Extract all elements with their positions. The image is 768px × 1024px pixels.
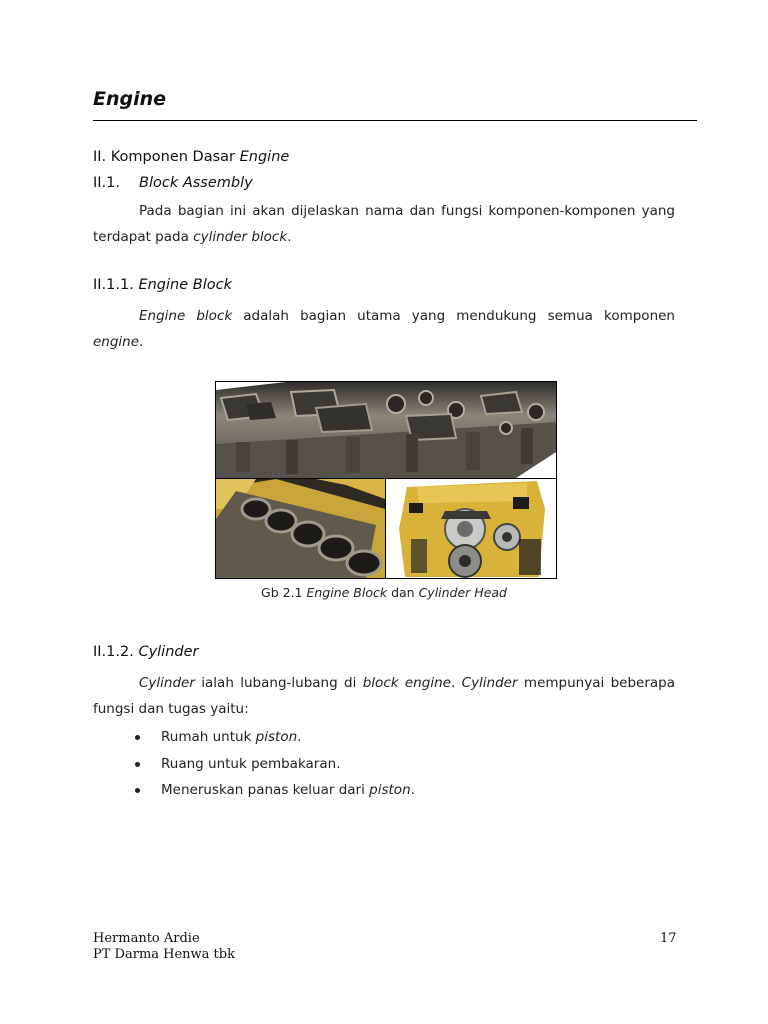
cylinder-head-photo <box>216 382 556 479</box>
paragraph-text-end: . <box>139 334 144 350</box>
paragraph-cylinder <box>93 670 675 722</box>
page-number: 17 <box>660 931 677 946</box>
paragraph-italic: Cylinder <box>139 675 195 691</box>
paragraph-text: Pada bagian ini akan dijelaskan nama dan fungsi komponen-komponen yang terdapat pada <box>93 203 675 245</box>
figure-engine-block <box>215 381 557 579</box>
paragraph-italic: engine <box>93 334 140 350</box>
section-heading-2-italic: Engine <box>239 149 290 165</box>
section-heading-2 <box>93 149 289 165</box>
bullet-icon <box>135 735 140 740</box>
paragraph-italic: block engine <box>362 675 451 691</box>
caption-prefix: Gb 2.1 <box>261 585 307 600</box>
section-number: II.1. <box>93 175 120 191</box>
footer-company: PT Darma Henwa tbk <box>93 947 235 962</box>
paragraph-italic: Cylinder <box>461 675 518 691</box>
page-header-title: Engine <box>93 88 167 110</box>
figure-caption <box>0 585 768 600</box>
paragraph-text: ialah lubang-lubang di <box>194 675 363 691</box>
section-heading-2-prefix: II. Komponen Dasar <box>93 149 240 165</box>
section-title: Block Assembly <box>139 175 253 191</box>
section-heading-2-1-1 <box>93 277 232 293</box>
cylinder-functions-list <box>135 724 415 804</box>
section-title: Engine Block <box>138 277 232 293</box>
bullet-icon <box>135 788 140 793</box>
caption-italic: Cylinder Head <box>418 585 507 600</box>
engine-assembly-photo <box>387 479 556 578</box>
paragraph-text: . <box>450 675 462 691</box>
paragraph-italic: Engine block <box>139 308 233 324</box>
section-title: Cylinder <box>138 644 199 660</box>
caption-mid: dan <box>387 585 419 600</box>
section-heading-2-1 <box>93 175 253 191</box>
caption-italic: Engine Block <box>306 585 388 600</box>
paragraph-text-end: mempunyai beberapa fungsi dan tugas yaitu: <box>93 675 675 717</box>
list-item: Ruang untuk pembakaran. <box>135 751 415 778</box>
list-item: Meneruskan panas keluar dari piston. <box>135 777 415 804</box>
bullet-icon <box>135 762 140 767</box>
section-number: II.1.1. <box>93 277 134 293</box>
list-item: Rumah untuk piston. <box>135 724 415 751</box>
header-divider <box>93 120 697 121</box>
paragraph-text-end: . <box>287 229 292 245</box>
paragraph-intro <box>93 198 675 250</box>
section-heading-2-1-2 <box>93 644 199 660</box>
section-number: II.1.2. <box>93 644 134 660</box>
paragraph-text: adalah bagian utama yang mendukung semua komponen <box>232 308 675 324</box>
paragraph-italic: cylinder block <box>193 229 288 245</box>
engine-block-cylinders-photo <box>216 479 386 578</box>
page-footer <box>93 931 235 963</box>
footer-author: Hermanto Ardie <box>93 931 200 946</box>
paragraph-engine-block <box>93 303 675 355</box>
